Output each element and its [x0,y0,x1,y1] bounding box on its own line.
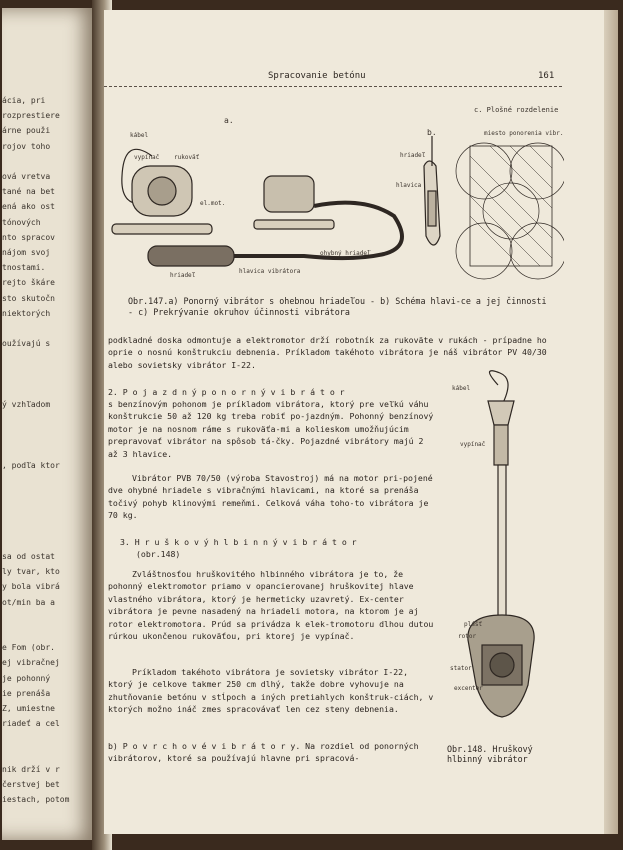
label-rukovat: rukoväť [174,154,200,161]
left-page-text-line: iestach, potom [2,795,70,805]
label-148-vypinac: vypínač [460,441,486,448]
paragraph-5: Príkladom takéhoto vibrátora je sovietsky vibrátor I-22, ktorý je celkove takmer 250 cm dlhý, takže dobre vyhovuje na zhutňovanie betónu v stĺpoch a iných pretiahlych konštruk-ciách, v ktorých možno ináč zmes spracovávať len cez steny debnenia. [108,667,434,715]
label-hlavica-b: hlavica [396,182,422,189]
left-page-text-line: ly tvar, kto [2,567,60,577]
paragraph-4: Zvláštnosťou hruškovitého hlbinného vibrátora je to, že pohonný elektromotor priamo v opancierovanej hruškovitej hlave vlastného vibrátora, ktorý je hermeticky uzavretý. Ex-center vibrátora je pevne nasadený na hriadeli motora, na ktorom je aj rotor elektromotora. Prúd sa privádza k elek-tromotoru dlhou dutou rúrkou ukončenou rukoväťou, pri ktorej je vypínač. [108,569,434,642]
tube-148 [498,465,506,625]
panel-a-label: a. [224,116,234,125]
figure-148-caption-line-1: Obr.148. Hruškový [447,744,533,754]
left-page-text-line: , podľa ktor [2,460,60,470]
left-page-text-line: ená ako ost [2,202,55,212]
section-3-title: 3. H r u š k o v ý h l b i n n ý v i b r á t o r [120,537,357,547]
label-vypinac: vypínač [134,154,160,161]
label-ohybny-hriadel: ohybný hriadeľ [320,250,371,257]
figure-148-caption-line-2: hlbinný vibrátor [447,754,528,764]
section-4: b) P o v r c h o v é v i b r á t o r y. Na rozdiel od ponorných vibrátorov, ktoré sa používajú hlavne pri spracová- [108,741,419,764]
figure-147-drawing [104,96,564,286]
left-page-text-line: čerstvej bet [2,780,60,789]
paragraph-1: podkladné doska odmontuje a elektromotor drží robotník za rukoväte v rukách - prípadne ho oprie o nosnú konštrukciu debnenia. Príkladom takéhoto vibrátora je náš vibrátor PV 40/30 alebo sovietsky vibrátor I-22. [108,335,547,370]
left-page-text-line: ie prenáša [2,688,51,698]
left-page-text-line: sto skutočn [2,293,55,303]
motor-body-a2 [264,176,314,212]
header-rule [104,86,562,87]
panel-c-label: c. Plošné rozdelenie [474,106,559,114]
figure-148 [440,365,565,745]
left-page-text-line: oužívajú s [2,339,51,349]
label-hriadel: hriadeľ [170,272,196,279]
flexible-shaft [234,203,402,258]
left-page-text-line: rozprestiere [2,111,60,121]
label-elmot: el.mot. [200,200,226,207]
label-148-rotor: rotor [458,633,477,640]
running-header-title: Spracovanie betónu [268,71,366,81]
left-page-fragment [2,8,98,840]
section-3-subtitle: (obr.148) [136,549,181,559]
left-page-text-line: y bola vibrá [2,582,60,592]
left-page-text-line: riadeť a cel [2,719,60,729]
cable-148 [489,371,508,405]
figure-147-caption: Obr.147.a) Ponorný vibrátor s ohebnou hriadeľou - b) Schéma hlavi-ce a jej činnosti - c) Prekrývanie okruhov účinnosti vibrátora [128,296,547,317]
page-edge [604,10,618,834]
label-hriadel-b: hriadeľ [400,152,426,159]
left-page-text-line: árne použi [2,126,51,136]
vibrator-head-a [148,246,234,266]
label-kabel: kábel [130,132,149,139]
left-page-text-line: niektorých [2,308,51,318]
left-page-text-line: nik drží v r [2,764,60,774]
label-148-excenter: excenter [454,685,483,692]
left-page-text-line: sa od ostat [2,552,55,561]
figure-147 [104,96,564,286]
label-148-plast: plášť [464,621,483,628]
section-2-text: s benzínovým pohonom je príkladom vibrátora, ktorý pre veľkú váhu konštrukcie 50 až 120 kg treba robiť po-jazdným. Pohonný benzínový motor je na nosnom ráme s rukoväťa-mi a kolieskom umožňujúcim prepravovať vibrátor na spôsob tá-čky. Pojazdné vibrátory majú 2 až 3 hlavice. [108,399,434,459]
left-page-text-line: ová vretva [2,172,51,181]
section-2-title: 2. P o j a z d n ý p o n o r n ý v i b r á t o r [108,387,345,397]
left-page-text-line: tané na bet [2,187,55,197]
left-page-text-line: tnostami. [2,263,46,273]
figure-148-caption [447,744,533,764]
left-page-text-line: nto spracov [2,232,55,242]
left-page-text-line: nájom svoj [2,248,51,257]
left-page-text-line: je pohonný [2,673,51,683]
left-page-text-line: Z, umiestne [2,704,55,713]
label-hlavica-vibratora: hlavica vibrátora [239,268,301,275]
label-148-stator: stator [450,665,472,672]
handle-148 [488,401,514,425]
left-page-text-line: e Fom (obr. [2,643,55,653]
left-page-text-line: ej vibračnej [2,658,60,668]
base-plate-a [112,224,212,234]
paragraph-3: Vibrátor PVB 70/50 (výroba Stavostroj) má na motor pri-pojené dve ohybné hriadele s vibračnými hlavicami, na ktoré sa prenáša točivý pohyb klinovými remeňmi. Celková váha toho-to vibrátora je 70 kg. [108,473,433,521]
panel-b-label: b. [427,128,437,137]
panel-c-sub-label: miesto ponorenia vibr. [484,130,564,137]
left-page-text-line: ácia, pri [2,96,46,105]
left-page-text-line: rojov toho [2,141,51,151]
left-page-text-line: ý vzhľadom [2,400,51,409]
label-148-kabel: kábel [452,385,471,392]
left-page-text-line: rejto škáre [2,278,55,288]
left-page-text-line: ot/min ba a [2,597,55,607]
page-number: 161 [538,71,555,81]
left-page-text-line: tónových [2,217,41,227]
